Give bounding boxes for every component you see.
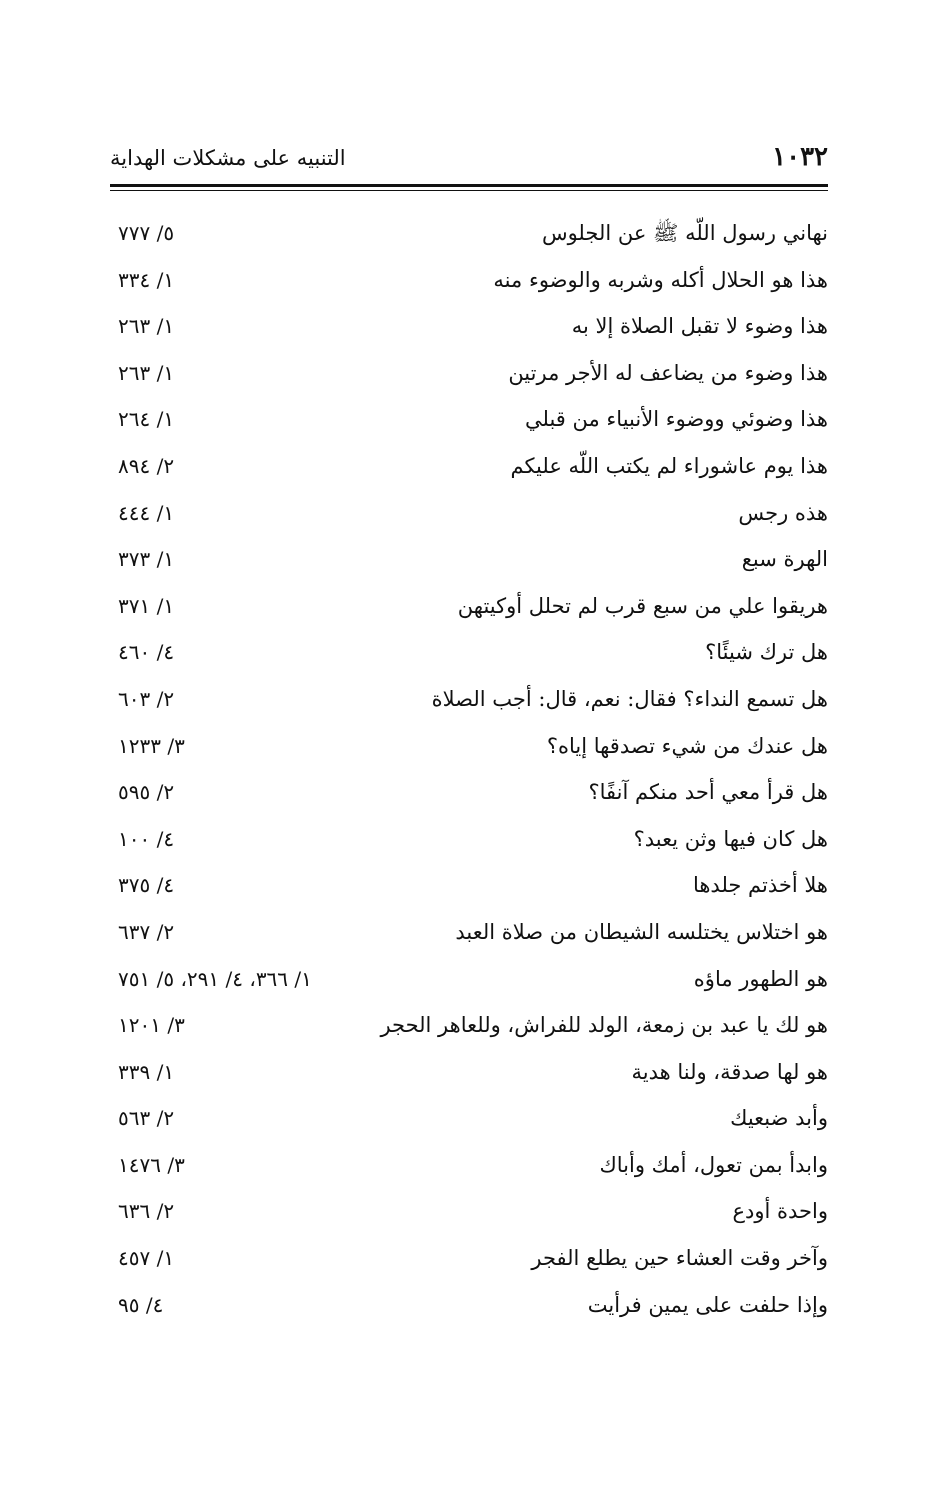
page-reference: ٢/ ٥٦٣ <box>118 1106 175 1131</box>
index-entry <box>110 629 828 676</box>
page-reference: ٣/ ١٤٧٦ <box>118 1152 185 1177</box>
page-header <box>110 138 828 182</box>
index-entry <box>110 723 828 770</box>
hadith-text: هذا وضوئي ووضوء الأنبياء من قبلي <box>525 407 828 432</box>
index-entry <box>110 676 828 723</box>
index-entry <box>110 816 828 863</box>
page-reference: ٤/ ٩٥ <box>118 1292 164 1317</box>
index-entry <box>110 1049 828 1096</box>
index-entry <box>110 862 828 909</box>
page-reference: ٤/ ٤٦٠ <box>118 640 175 665</box>
page-reference: ١/ ٣٣٤ <box>118 267 175 292</box>
index-entry <box>110 1095 828 1142</box>
hadith-index-list <box>110 210 828 1328</box>
hadith-text: هذا وضوء لا تقبل الصلاة إلا به <box>571 314 828 339</box>
hadith-text: واحدة أودع <box>732 1199 828 1224</box>
hadith-text: هذا يوم عاشوراء لم يكتب اللّه عليكم <box>510 453 828 478</box>
index-entry <box>110 396 828 443</box>
hadith-text: هل ترك شيئًا؟ <box>705 640 828 665</box>
index-entry <box>110 956 828 1003</box>
hadith-text: هل كان فيها وثن يعبد؟ <box>633 826 828 851</box>
page-reference: ٣/ ١٢٠١ <box>118 1013 185 1038</box>
index-entry <box>110 1235 828 1282</box>
hadith-text: وابدأ بمن تعول، أمك وأباك <box>599 1152 828 1177</box>
page-reference: ٥/ ٧٧٧ <box>118 221 175 245</box>
page-reference: ١/ ٣٧٣ <box>118 547 175 572</box>
page-reference: ١/ ٢٦٣ <box>118 360 175 385</box>
index-entry <box>110 1188 828 1235</box>
hadith-text: هذا هو الحلال أكله وشربه والوضوء منه <box>493 267 828 292</box>
hadith-text: وإذا حلفت على يمين فرأيت <box>587 1292 828 1317</box>
page-number: ١٠٣٢ <box>772 142 828 172</box>
page-reference: ١/ ٣٣٩ <box>118 1059 175 1084</box>
page-reference: ١/ ٣٦٦، ٤/ ٢٩١، ٥/ ٧٥١ <box>118 966 312 991</box>
index-entry <box>110 1002 828 1049</box>
hadith-text: الهرة سبع <box>741 547 828 572</box>
page-reference: ١/ ٤٥٧ <box>118 1246 175 1271</box>
index-entry <box>110 443 828 490</box>
hadith-text: هذا وضوء من يضاعف له الأجر مرتين <box>508 360 828 385</box>
page-reference: ٤/ ١٠٠ <box>118 826 175 851</box>
running-title: التنبيه على مشكلات الهداية <box>110 146 346 170</box>
hadith-text: هل عندك من شيء تصدقها إياه؟ <box>546 733 828 758</box>
index-entry <box>110 303 828 350</box>
index-entry <box>110 1142 828 1189</box>
page-reference: ٤/ ٣٧٥ <box>118 873 175 898</box>
index-entry <box>110 583 828 630</box>
hadith-text: نهاني رسول اللّه ﷺ عن الجلوس <box>541 221 828 245</box>
index-entry <box>110 350 828 397</box>
hadith-text: هريقوا علي من سبع قرب لم تحلل أوكيتهن <box>457 593 828 618</box>
index-entry <box>110 490 828 537</box>
hadith-text: هو الطهور ماؤه <box>693 966 828 991</box>
hadith-text: هل تسمع النداء؟ فقال: نعم، قال: أجب الصلاة <box>431 686 828 711</box>
page-reference: ٢/ ٥٩٥ <box>118 780 175 805</box>
hadith-text: هو لك يا عبد بن زمعة، الولد للفراش، وللعاهر الحجر <box>380 1013 828 1038</box>
index-entry <box>110 210 828 257</box>
page-reference: ٢/ ٦٣٧ <box>118 919 175 944</box>
page-reference: ١/ ٢٦٣ <box>118 314 175 339</box>
index-entry <box>110 769 828 816</box>
index-entry <box>110 909 828 956</box>
index-entry <box>110 1282 828 1329</box>
header-rule-thick <box>110 184 828 187</box>
page-reference: ٢/ ٦٠٣ <box>118 686 175 711</box>
hadith-text: هو اختلاس يختلسه الشيطان من صلاة العبد <box>455 919 828 944</box>
page-reference: ٣/ ١٢٣٣ <box>118 733 185 758</box>
hadith-text: هلا أخذتم جلدها <box>692 873 828 898</box>
header-rule-thin <box>110 190 828 191</box>
page-reference: ١/ ٤٤٤ <box>118 500 175 525</box>
page-reference: ١/ ٢٦٤ <box>118 407 175 432</box>
hadith-text: هو لها صدقة، ولنا هدية <box>631 1059 828 1084</box>
hadith-text: هل قرأ معي أحد منكم آنفًا؟ <box>588 780 828 805</box>
page-reference: ٢/ ٦٣٦ <box>118 1199 175 1224</box>
page-reference: ١/ ٣٧١ <box>118 593 175 618</box>
hadith-text: هذه رجس <box>738 500 828 525</box>
page-reference: ٢/ ٨٩٤ <box>118 453 175 478</box>
index-entry <box>110 536 828 583</box>
hadith-text: وآخر وقت العشاء حين يطلع الفجر <box>531 1246 828 1271</box>
index-entry <box>110 257 828 304</box>
hadith-text: وأبد ضبعيك <box>730 1106 828 1131</box>
